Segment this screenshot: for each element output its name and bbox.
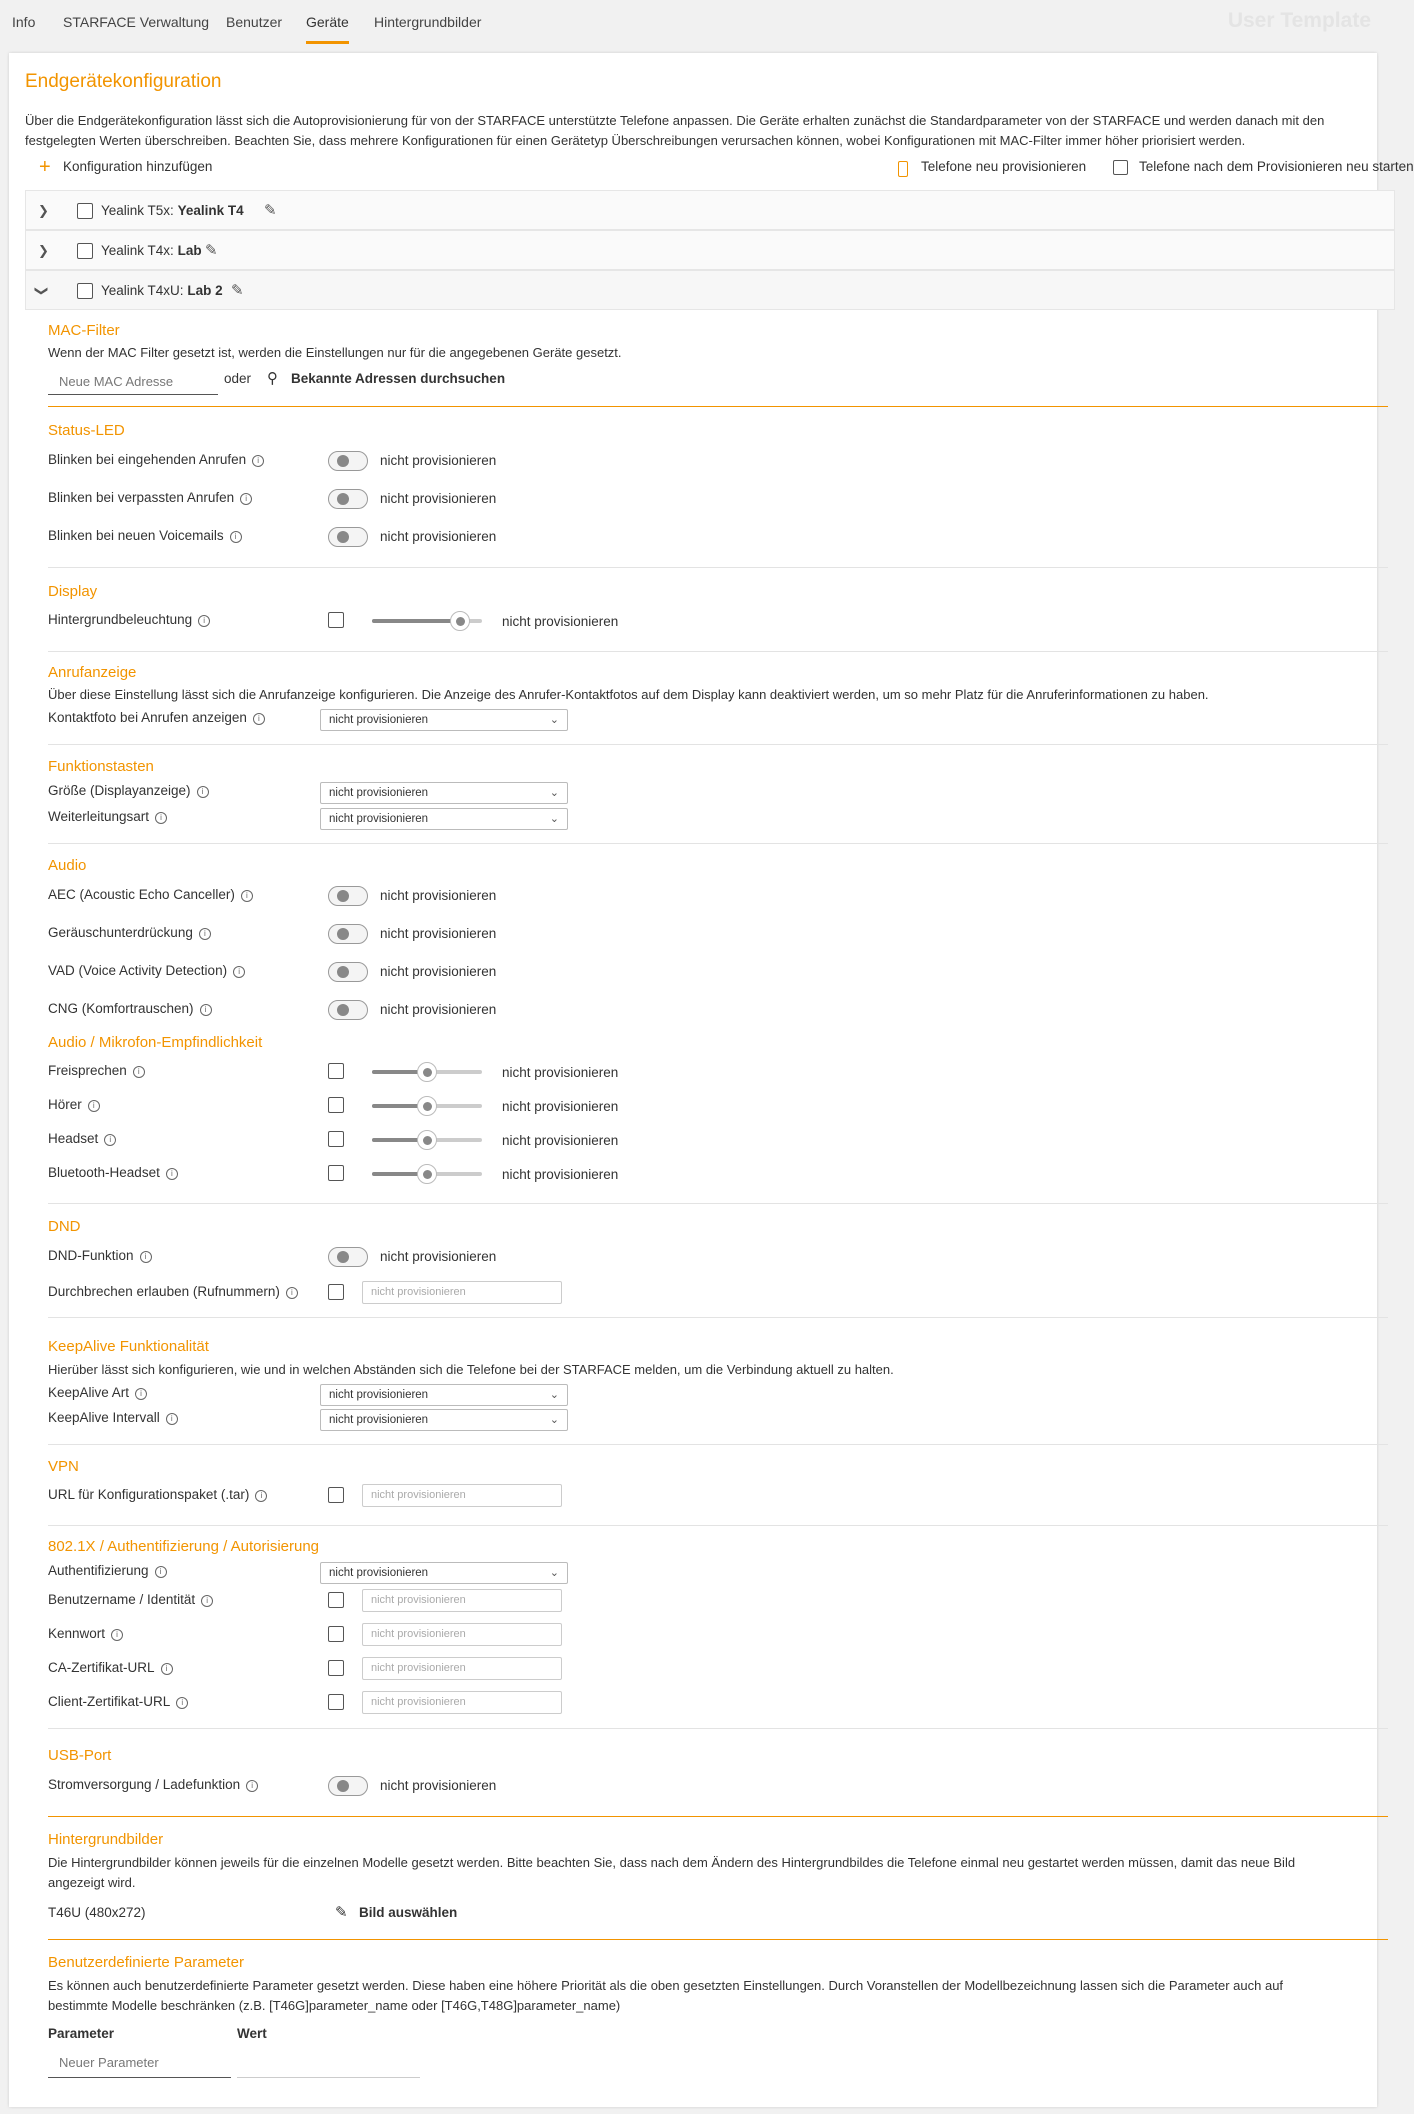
section-funktionstasten: Funktionstasten	[48, 758, 154, 775]
tab-benutzer[interactable]: Benutzer	[226, 14, 283, 30]
divider	[48, 1525, 1388, 1526]
intro-line-2: festgelegten Werten überschreiben. Beachten Sie, dass mehrere Konfigurationen für einen Gerätetyp Überschreibungen verursachen können, wobei Konfigurationen mit MAC-Filter immer höher priorisiert werden.	[25, 133, 1246, 148]
toggle-noise[interactable]	[328, 924, 368, 944]
top-tab-bar	[0, 0, 1377, 44]
label-keepalive-type: KeepAlive Art i	[48, 1385, 147, 1400]
divider	[48, 651, 1388, 652]
toggle-dnd[interactable]	[328, 1247, 368, 1267]
checkbox-freisprechen[interactable]	[328, 1063, 344, 1079]
tab-hintergrundbilder[interactable]: Hintergrundbilder	[374, 14, 482, 30]
info-icon[interactable]: i	[161, 1663, 173, 1675]
phone-icon	[898, 161, 908, 177]
toggle-usb-power[interactable]	[328, 1776, 368, 1796]
checkbox-hoerer[interactable]	[328, 1097, 344, 1113]
toggle-aec[interactable]	[328, 886, 368, 906]
info-icon[interactable]: i	[176, 1697, 188, 1709]
config-checkbox[interactable]	[77, 283, 93, 299]
divider	[48, 1728, 1388, 1729]
np-label: nicht provisionieren	[380, 453, 497, 468]
chevron-down-icon: ⌄	[549, 714, 559, 726]
info-icon[interactable]: i	[200, 1004, 212, 1016]
section-custom-params: Benutzerdefinierte Parameter	[48, 1954, 244, 1971]
checkbox-username[interactable]	[328, 1592, 344, 1608]
edit-pencil-icon[interactable]: ✎	[231, 282, 244, 299]
select-auth[interactable]: nicht provisionieren ⌄	[320, 1562, 568, 1584]
intro-line-1: Über die Endgerätekonfiguration lässt sich die Autoprovisionierung für von der STARFACE unterstützte Telefone anpassen. Die Geräte erhalten zunächst die Standardparameter von der STARFACE und werden danach mit den	[25, 113, 1325, 128]
mac-filter-desc: Wenn der MAC Filter gesetzt ist, werden die Einstellungen nur für die angegebenen Geräte gesetzt.	[48, 345, 622, 360]
mac-address-input[interactable]: Neue MAC Adresse	[48, 369, 218, 395]
chevron-down-icon: ⌄	[549, 787, 559, 799]
anrufanzeige-desc: Über diese Einstellung lässt sich die Anrufanzeige konfigurieren. Die Anzeige des Anrufer-Kontaktfotos auf dem Display kann deaktiviert werden, um so mehr Platz für die Anruferinformationen zu haben.	[48, 687, 1209, 702]
label-hoerer: Hörer i	[48, 1097, 100, 1112]
checkbox-password[interactable]	[328, 1626, 344, 1642]
search-known-addresses-button[interactable]: Bekannte Adressen durchsuchen	[291, 371, 506, 386]
label-contact-photo: Kontaktfoto bei Anrufen anzeigen i	[48, 710, 265, 725]
keepalive-desc: Hierüber lässt sich konfigurieren, wie und in welchen Abständen sich die Telefone bei der STARFACE melden, um die Verbindung aktuell zu halten.	[48, 1362, 894, 1377]
info-icon[interactable]: i	[230, 531, 242, 543]
label-cng: CNG (Komfortrauschen) i	[48, 1001, 212, 1016]
np-label: nicht provisionieren	[502, 1065, 619, 1080]
label-headset: Headset i	[48, 1131, 116, 1146]
np-label: nicht provisionieren	[380, 1002, 497, 1017]
config-row-expanded[interactable]	[25, 270, 1395, 310]
label-dnd-break: Durchbrechen erlauben (Rufnummern) i	[48, 1284, 298, 1299]
label-ca-url: CA-Zertifikat-URL i	[48, 1660, 173, 1675]
chevron-right-icon[interactable]: ❯	[38, 203, 49, 218]
image-edit-icon[interactable]: ✎	[335, 1904, 348, 1921]
tab-info[interactable]: Info	[12, 14, 36, 30]
label-forward-type: Weiterleitungsart i	[48, 809, 167, 824]
search-icon[interactable]: ⚲	[267, 370, 278, 387]
section-8021x: 802.1X / Authentifizierung / Autorisierung	[48, 1538, 320, 1555]
checkbox-client-url[interactable]	[328, 1694, 344, 1710]
tab-starface-verwaltung[interactable]: STARFACE Verwaltung	[63, 14, 210, 30]
toggle-cng[interactable]	[328, 1000, 368, 1020]
column-wert: Wert	[237, 2026, 267, 2041]
divider	[48, 1816, 1388, 1817]
pick-image-button[interactable]: Bild auswählen	[359, 1905, 458, 1920]
restart-after-checkbox[interactable]	[1113, 160, 1128, 175]
label-aec: AEC (Acoustic Echo Canceller) i	[48, 887, 253, 902]
checkbox-bluetooth[interactable]	[328, 1165, 344, 1181]
input-username[interactable]: nicht provisionieren	[362, 1589, 562, 1612]
add-config-button[interactable]: Konfiguration hinzufügen	[63, 159, 213, 174]
section-anrufanzeige: Anrufanzeige	[48, 664, 137, 681]
input-vpn-url[interactable]: nicht provisionieren	[362, 1484, 562, 1507]
plus-icon[interactable]: +	[39, 156, 51, 178]
reprovision-button[interactable]: Telefone neu provisionieren	[921, 159, 1087, 174]
info-icon[interactable]: i	[166, 1168, 178, 1180]
info-icon[interactable]: i	[88, 1100, 100, 1112]
np-label: nicht provisionieren	[502, 614, 619, 629]
np-label: nicht provisionieren	[380, 1778, 497, 1793]
np-label: nicht provisionieren	[502, 1133, 619, 1148]
column-parameter: Parameter	[48, 2026, 115, 2041]
toggle-blink-incoming[interactable]	[328, 451, 368, 471]
input-dnd-break[interactable]: nicht provisionieren	[362, 1281, 562, 1304]
chevron-down-icon[interactable]: ❯	[34, 285, 50, 297]
info-icon[interactable]: i	[155, 1566, 167, 1578]
section-mac-filter: MAC-Filter	[48, 322, 120, 339]
tab-geraete[interactable]: Geräte	[306, 0, 349, 44]
select-size[interactable]: nicht provisionieren ⌄	[320, 782, 568, 804]
info-icon[interactable]: i	[166, 1413, 178, 1425]
np-label: nicht provisionieren	[380, 926, 497, 941]
label-keepalive-interval: KeepAlive Intervall i	[48, 1410, 178, 1425]
config-row[interactable]	[25, 190, 1395, 230]
label-password: Kennwort i	[48, 1626, 123, 1641]
divider	[48, 843, 1388, 844]
info-icon[interactable]: i	[198, 615, 210, 627]
mac-or: oder	[224, 371, 252, 386]
label-dnd: DND-Funktion i	[48, 1248, 152, 1263]
checkbox-headset[interactable]	[328, 1131, 344, 1147]
np-label: nicht provisionieren	[380, 491, 497, 506]
input-ca-url[interactable]: nicht provisionieren	[362, 1657, 562, 1680]
section-audio: Audio	[48, 857, 87, 874]
select-keepalive-type[interactable]: nicht provisionieren ⌄	[320, 1384, 568, 1406]
slider-headset[interactable]	[372, 1138, 482, 1142]
checkbox-dnd-break[interactable]	[328, 1284, 344, 1300]
info-icon[interactable]: i	[133, 1066, 145, 1078]
new-value-input[interactable]	[237, 2048, 420, 2078]
select-contact-photo[interactable]: nicht provisionieren ⌄	[320, 709, 568, 731]
label-username: Benutzername / Identität i	[48, 1592, 213, 1607]
select-forward-type[interactable]: nicht provisionieren ⌄	[320, 808, 568, 830]
toggle-blink-voicemail[interactable]	[328, 527, 368, 547]
config-label: Yealink T4xU: Lab 2	[101, 283, 223, 298]
toggle-blink-missed[interactable]	[328, 489, 368, 509]
edit-pencil-icon[interactable]: ✎	[264, 202, 277, 219]
info-icon[interactable]: i	[252, 455, 264, 467]
input-password[interactable]: nicht provisionieren	[362, 1623, 562, 1646]
label-vpn-url: URL für Konfigurationspaket (.tar) i	[48, 1487, 267, 1502]
section-hintergrundbilder: Hintergrundbilder	[48, 1831, 164, 1848]
label-freisprechen: Freisprechen i	[48, 1063, 145, 1078]
section-status-led: Status-LED	[48, 422, 125, 439]
config-row[interactable]	[25, 230, 1395, 270]
bg-desc-2: angezeigt wird.	[48, 1875, 136, 1890]
chevron-down-icon: ⌄	[549, 1414, 559, 1426]
custom-desc-2: bestimmte Modelle beschränken (z.B. [T46G]parameter_name oder [T46G,T48G]parameter_name)	[48, 1998, 621, 2013]
checkbox-backlight[interactable]	[328, 612, 344, 628]
info-icon[interactable]: i	[240, 493, 252, 505]
section-dnd: DND	[48, 1218, 81, 1235]
divider	[48, 1444, 1388, 1445]
divider	[48, 1203, 1388, 1204]
np-label: nicht provisionieren	[380, 529, 497, 544]
np-label: nicht provisionieren	[380, 964, 497, 979]
info-icon[interactable]: i	[197, 786, 209, 798]
config-checkbox[interactable]	[77, 203, 93, 219]
chevron-right-icon[interactable]: ❯	[38, 243, 49, 258]
input-client-url[interactable]: nicht provisionieren	[362, 1691, 562, 1714]
section-keepalive: KeepAlive Funktionalität	[48, 1338, 209, 1355]
toggle-vad[interactable]	[328, 962, 368, 982]
label-size: Größe (Displayanzeige) i	[48, 783, 209, 798]
label-blink-voicemail: Blinken bei neuen Voicemails i	[48, 528, 242, 543]
slider-backlight[interactable]	[372, 619, 482, 623]
info-icon[interactable]: i	[135, 1388, 147, 1400]
divider	[48, 406, 1388, 407]
page-title: Endgerätekonfiguration	[25, 71, 222, 92]
slider-bluetooth[interactable]	[372, 1172, 482, 1176]
label-bg-model: T46U (480x272)	[48, 1905, 146, 1920]
info-icon[interactable]: i	[253, 713, 265, 725]
info-icon[interactable]: i	[104, 1134, 116, 1146]
info-icon[interactable]: i	[140, 1251, 152, 1263]
label-auth: Authentifizierung i	[48, 1563, 167, 1578]
np-label: nicht provisionieren	[502, 1167, 619, 1182]
section-vpn: VPN	[48, 1458, 79, 1475]
info-icon[interactable]: i	[201, 1595, 213, 1607]
label-vad: VAD (Voice Activity Detection) i	[48, 963, 245, 978]
config-label: Yealink T4x: Lab	[101, 243, 202, 258]
chevron-down-icon: ⌄	[549, 813, 559, 825]
info-icon[interactable]: i	[155, 812, 167, 824]
config-label: Yealink T5x: Yealink T4	[101, 203, 244, 218]
section-mikrofon: Audio / Mikrofon-Empfindlichkeit	[48, 1034, 263, 1051]
divider	[48, 1317, 1388, 1318]
info-icon[interactable]: i	[233, 966, 245, 978]
divider	[48, 1939, 1388, 1940]
label-noise: Geräuschunterdrückung i	[48, 925, 211, 940]
user-template-title: User Template	[1227, 9, 1371, 32]
checkbox-ca-url[interactable]	[328, 1660, 344, 1676]
label-blink-missed: Blinken bei verpassten Anrufen i	[48, 490, 252, 505]
divider	[48, 744, 1388, 745]
edit-pencil-icon[interactable]: ✎	[205, 242, 218, 259]
select-keepalive-interval[interactable]: nicht provisionieren ⌄	[320, 1409, 568, 1431]
info-icon[interactable]: i	[111, 1629, 123, 1641]
np-label: nicht provisionieren	[380, 1249, 497, 1264]
config-checkbox[interactable]	[77, 243, 93, 259]
info-icon[interactable]: i	[241, 890, 253, 902]
label-bluetooth: Bluetooth-Headset i	[48, 1165, 178, 1180]
label-backlight: Hintergrundbeleuchtung i	[48, 612, 210, 627]
slider-freisprechen[interactable]	[372, 1070, 482, 1074]
chevron-down-icon: ⌄	[549, 1567, 559, 1579]
section-usb: USB-Port	[48, 1747, 112, 1764]
new-parameter-input[interactable]: Neuer Parameter	[48, 2048, 231, 2078]
restart-after-label: Telefone nach dem Provisionieren neu starten	[1139, 159, 1414, 174]
checkbox-vpn-url[interactable]	[328, 1487, 344, 1503]
info-icon[interactable]: i	[199, 928, 211, 940]
custom-desc-1: Es können auch benutzerdefinierte Parameter gesetzt werden. Diese haben eine höhere Priorität als die oben gesetzten Einstellungen. Durch Voranstellen der Modellbezeichnung lassen sich die Parameter auch auf	[48, 1978, 1284, 1993]
slider-hoerer[interactable]	[372, 1104, 482, 1108]
label-blink-incoming: Blinken bei eingehenden Anrufen i	[48, 452, 264, 467]
label-usb-power: Stromversorgung / Ladefunktion i	[48, 1777, 258, 1792]
bg-desc-1: Die Hintergrundbilder können jeweils für die einzelnen Modelle gesetzt werden. Bitte beachten Sie, dass nach dem Ändern des Hintergrundbildes die Telefone einmal neu gestartet werden müssen, damit das neue Bild	[48, 1855, 1296, 1870]
info-icon[interactable]: i	[246, 1780, 258, 1792]
divider	[48, 567, 1388, 568]
np-label: nicht provisionieren	[502, 1099, 619, 1114]
section-display: Display	[48, 583, 98, 600]
chevron-down-icon: ⌄	[549, 1389, 559, 1401]
label-client-url: Client-Zertifikat-URL i	[48, 1694, 188, 1709]
config-card	[9, 53, 1414, 2107]
info-icon[interactable]: i	[255, 1490, 267, 1502]
info-icon[interactable]: i	[286, 1287, 298, 1299]
intro-text	[25, 111, 1405, 151]
np-label: nicht provisionieren	[380, 888, 497, 903]
